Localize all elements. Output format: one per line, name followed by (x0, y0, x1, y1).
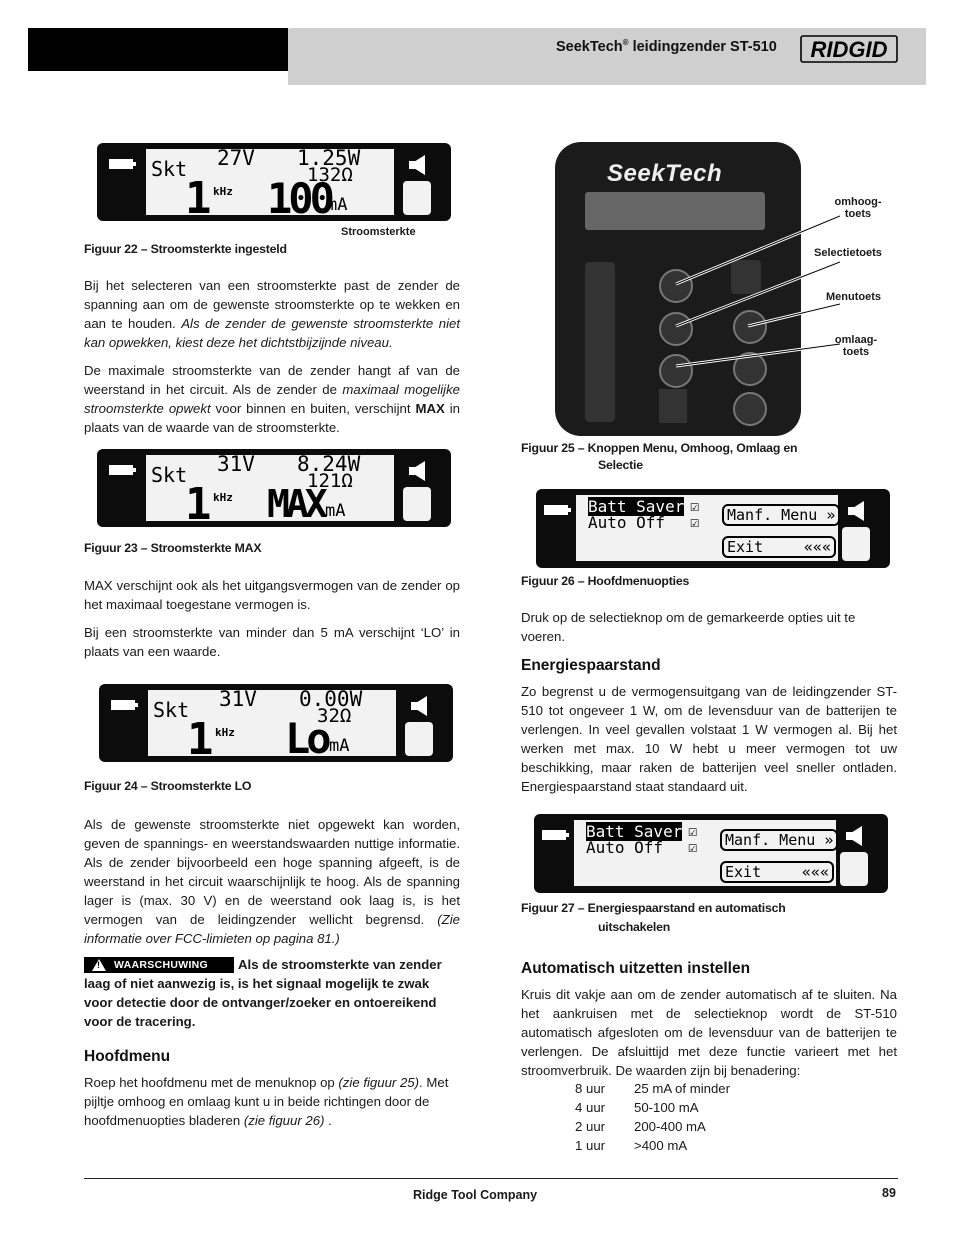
table-row: 1 uur >400 mA (575, 1138, 688, 1153)
skt-label: Skt (151, 157, 188, 181)
ridgid-logo (800, 34, 898, 64)
footer-company: Ridge Tool Company (413, 1188, 538, 1202)
warning-symbol-panel (659, 389, 687, 423)
antenna-icon (842, 527, 870, 561)
caption-figure-22: Figuur 22 – Stroomsterkte ingesteld (84, 242, 287, 256)
callout-omhoog: omhoog- toets (834, 196, 882, 220)
callout-leader-lines (660, 200, 840, 380)
menu-option-manf-menu[interactable]: Manf. Menu » (722, 504, 840, 526)
battery-icon (544, 503, 572, 517)
heading-automatisch-uitzetten: Automatisch uitzetten instellen (521, 960, 751, 977)
shutoff-table (575, 1079, 730, 1155)
caption-figure-27: Figuur 27 – Energiespaarstand en automatisch uitschakelen (521, 901, 786, 934)
skt-label: Skt (151, 463, 188, 487)
frequency-readout: 1 (185, 479, 212, 530)
lcd-figure-22 (97, 143, 451, 224)
current-readout: MAX (267, 482, 324, 526)
power-readout: 8.24W (297, 452, 361, 476)
khz-label: kHz (213, 185, 233, 198)
paragraph-select-button: Druk op de selectieknop om de gemarkeerde opties uit te voeren. (521, 610, 856, 644)
power-readout: 0.00W (299, 687, 363, 711)
caption-figure-25: Figuur 25 – Knoppen Menu, Omhoog, Omlaag en Selectie (521, 441, 798, 472)
antenna-icon (405, 722, 433, 756)
battery-icon (542, 828, 570, 842)
resistance-readout: 132Ω (307, 164, 353, 186)
checkbox-icon[interactable]: ☑ (690, 513, 700, 531)
speaker-icon (846, 826, 862, 846)
menu-option-auto-off[interactable]: Auto Off (588, 513, 666, 532)
paragraph-lo: Bij een stroomsterkte van minder dan 5 mA verschijnt ‘LO’ in plaats van een waarde. (84, 625, 460, 659)
table-row: 2 uur 200-400 mA (575, 1119, 706, 1134)
callout-omlaag: omlaag- toets (834, 334, 878, 358)
device-mode-strip (585, 262, 615, 422)
khz-label: kHz (215, 726, 235, 739)
table-row: 8 uur 25 mA of minder (575, 1081, 731, 1096)
paragraph-automatisch-uitzetten: Kruis dit vakje aan om de zender automatisch af te sluiten. Na het aankruisen met de selectieknop wordt de ST-510 automatisch afgesloten om de levensduur van de batterijen te verlengen. De afsluittijd met deze functie varieert met het stroomverbruik. De waarden zijn bij benadering: (521, 987, 897, 1078)
speaker-icon (409, 461, 425, 481)
caption-figure-26: Figuur 26 – Hoofdmenuopties (521, 574, 690, 588)
paragraph-hoofdmenu: Roep het hoofdmenu met de menuknop op (zie figuur 25). Met pijltje omhoog en omlaag kunt u in beide richtingen door de hoofdmenuopties bladeren (zie figuur 26) . (84, 1075, 449, 1128)
paragraph-max-current: De maximale stroomsterkte van de zender hangt af van de weerstand in het circuit. Als de zender de maximaal mogelijke stroomsterkte opwekt voor binnen en buiten, verschijnt MAX in plaats van de waarde van de stroomsterkte. (84, 363, 461, 435)
battery-icon (109, 157, 137, 171)
unit-label: mA (329, 736, 350, 756)
frequency-readout: 1 (187, 714, 214, 765)
header-black-bar (28, 28, 288, 71)
antenna-icon (840, 852, 868, 886)
speaker-icon (409, 155, 425, 175)
antenna-icon (403, 487, 431, 521)
lcd-figure-24 (99, 684, 453, 765)
warning-badge: ! WAARSCHUWING (84, 957, 234, 973)
menu-option-batt-saver[interactable]: Batt Saver (586, 822, 683, 841)
svg-text:RIDGID: RIDGID (810, 37, 888, 62)
paragraph-diagnostics: Als de gewenste stroomsterkte niet opgewekt kan worden, geven de spannings- en weerstandswaarden nuttige informatie. Als de zender bijvoorbeeld een hoge spanning afgeeft, is de weerstand in het circuit waarschijnlijk te hoog. Als de spanning lager is (max. 30 V) en de weerstand ook laag is, is het vermogen van de leidingzender wellicht begrensd. (Zie informatie over FCC-limieten op pagina 81.) (84, 817, 460, 946)
caption-figure-24: Figuur 24 – Stroomsterkte LO (84, 779, 252, 793)
callout-selectie: Selectietoets (814, 247, 882, 259)
callout-menu: Menutoets (826, 291, 881, 303)
speaker-icon (411, 696, 427, 716)
menu-option-exit[interactable]: Exit ««« (720, 861, 834, 883)
menu-option-manf-menu[interactable]: Manf. Menu » (720, 829, 838, 851)
heading-energiespaarstand: Energiespaarstand (521, 657, 661, 674)
paragraph-max-power: MAX verschijnt ook als het uitgangsvermogen van de zender op het maximaal toegestane vermogen is. (84, 578, 460, 612)
voltage-readout: 27V (217, 146, 255, 170)
power-button[interactable] (733, 392, 767, 426)
lcd-figure-26 (536, 489, 890, 568)
page-number: 89 (882, 1186, 896, 1200)
checkbox-icon[interactable]: ☑ (690, 497, 700, 515)
unit-label: mA (325, 501, 346, 521)
current-readout: Lo (285, 714, 328, 763)
header-title: SeekTech® leidingzender ST-510 (556, 38, 777, 55)
battery-icon (111, 698, 139, 712)
caption-figure-23: Figuur 23 – Stroomsterkte MAX (84, 541, 262, 555)
warning-text: Als de stroomsterkte van zender laag of niet aanwezig is, is het signaal mogelijk te zwak voor detectie door de ontvanger/zoeker en ontoereikend voor de tracering. (84, 957, 442, 1029)
checkbox-icon[interactable]: ☑ (688, 838, 698, 856)
lcd-figure-27 (534, 814, 888, 893)
skt-label: Skt (153, 698, 190, 722)
paragraph-selection: Bij het selecteren van een stroomsterkte past de zender de spanning aan om de gewenste stroomsterkte op te wekken en aan te houden. Als de zender de gewenste stroomsterkte niet kan opwekken, kiest deze het dichtstbijzijnde niveau. (84, 278, 460, 350)
current-readout: 100 (267, 174, 331, 223)
footer-rule (84, 1178, 898, 1179)
frequency-readout: 1 (185, 173, 212, 224)
khz-label: kHz (213, 491, 233, 504)
callout-stroomsterkte: Stroomsterkte (341, 226, 416, 238)
lcd-figure-23 (97, 449, 451, 530)
checkbox-icon[interactable]: ☑ (688, 822, 698, 840)
speaker-icon (848, 501, 864, 521)
resistance-readout: 121Ω (307, 470, 353, 492)
antenna-icon (403, 181, 431, 215)
paragraph-energiespaarstand: Zo begrenst u de vermogensuitgang van de leidingzender ST-510 tot ongeveer 1 W, om de levensduur van de batterijen te verlengen. In veel gevallen volstaat 1 W vermogen al. Bij het werken met max. 10 W hebt u meer vermogen tot uw beschikking, maar raken de batterijen veel sneller ontladen. Energiespaarstand staat standaard uit. (521, 684, 897, 794)
device-brand: SeekTech (607, 160, 723, 187)
battery-icon (109, 463, 137, 477)
menu-option-batt-saver[interactable]: Batt Saver (588, 497, 685, 516)
power-readout: 1.25W (297, 146, 361, 170)
menu-option-auto-off[interactable]: Auto Off (586, 838, 664, 857)
menu-option-exit[interactable]: Exit ««« (722, 536, 836, 558)
unit-label: mA (327, 195, 348, 215)
voltage-readout: 31V (219, 687, 257, 711)
heading-hoofdmenu: Hoofdmenu (84, 1048, 171, 1065)
resistance-readout: 32Ω (317, 705, 352, 727)
table-row: 4 uur 50-100 mA (575, 1100, 699, 1115)
voltage-readout: 31V (217, 452, 255, 476)
